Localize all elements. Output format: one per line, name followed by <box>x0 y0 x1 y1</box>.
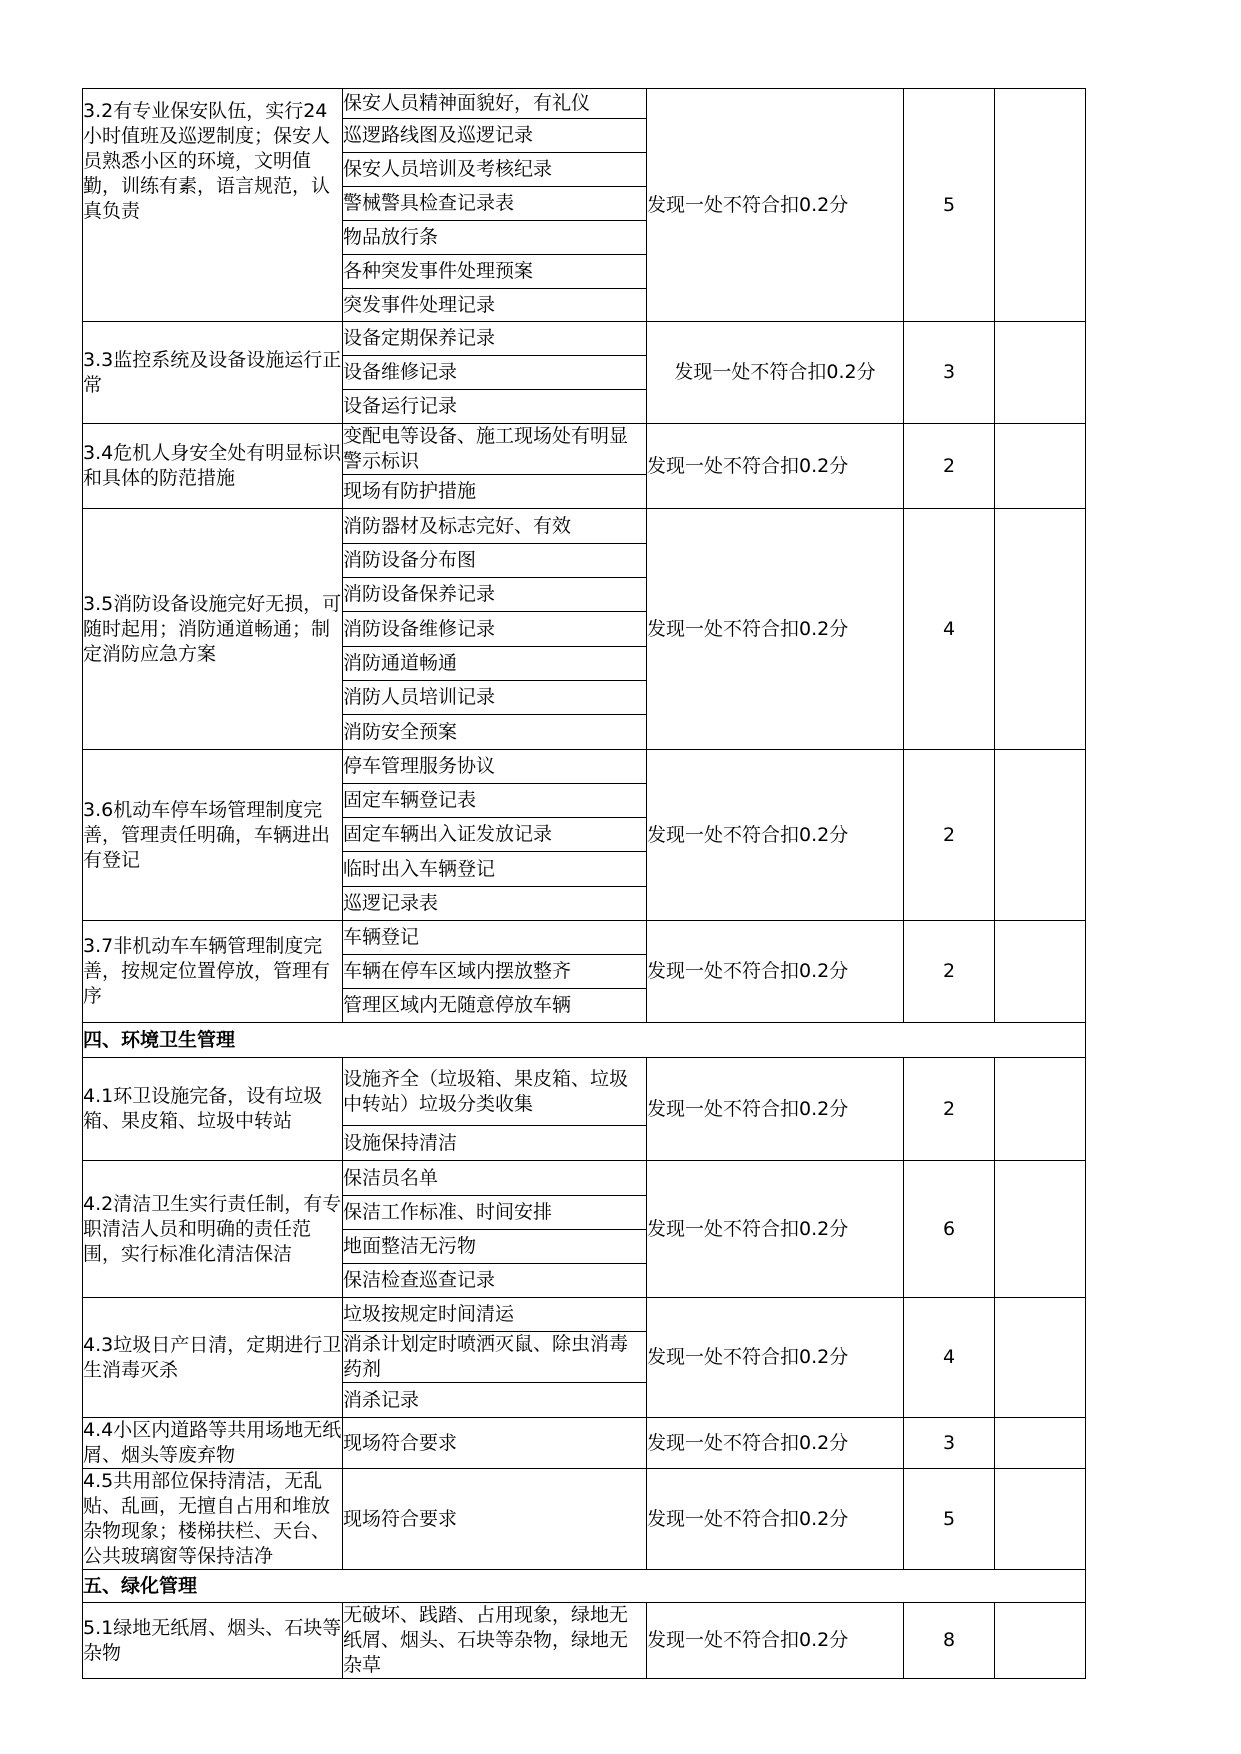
standard-score: 2 <box>904 750 995 921</box>
table-row <box>83 921 1086 955</box>
table-row <box>83 509 1086 544</box>
standard-item: 4.2清洁卫生实行责任制，有专职清洁人员和明确的责任范围，实行标准化清洁保洁 <box>83 1161 343 1298</box>
section-row <box>83 1570 1086 1603</box>
standard-item: 5.1绿地无纸屑、烟头、石块等杂物 <box>83 1603 343 1679</box>
evidence-item: 车辆在停车区域内摆放整齐 <box>343 955 647 989</box>
table-row <box>83 1418 1086 1469</box>
evidence-item: 保安人员精神面貌好，有礼仪 <box>343 89 647 119</box>
evidence-item: 现场有防护措施 <box>343 475 647 509</box>
evidence-item: 无破坏、践踏、占用现象，绿地无纸屑、烟头、石块等杂物，绿地无杂草 <box>343 1603 647 1679</box>
evidence-item: 巡逻记录表 <box>343 887 647 921</box>
actual-score-cell[interactable] <box>995 750 1086 921</box>
evidence-item: 地面整洁无污物 <box>343 1230 647 1264</box>
evidence-item: 车辆登记 <box>343 921 647 955</box>
evidence-item: 警械警具检查记录表 <box>343 187 647 221</box>
evidence-item: 固定车辆出入证发放记录 <box>343 818 647 852</box>
scoring-method: 发现一处不符合扣0.2分 <box>647 1298 904 1418</box>
actual-score-cell[interactable] <box>995 509 1086 750</box>
standard-score: 5 <box>904 89 995 322</box>
table-row <box>83 89 1086 119</box>
scoring-method: 发现一处不符合扣0.2分 <box>647 1161 904 1298</box>
standard-score: 5 <box>904 1469 995 1570</box>
actual-score-cell[interactable] <box>995 424 1086 509</box>
scoring-method: 发现一处不符合扣0.2分 <box>647 1418 904 1469</box>
standard-item: 4.1环卫设施完备，设有垃圾箱、果皮箱、垃圾中转站 <box>83 1058 343 1161</box>
standard-score: 3 <box>904 322 995 424</box>
standard-item: 4.5共用部位保持清洁，无乱贴、乱画，无擅自占用和堆放杂物现象；楼梯扶栏、天台、公共玻璃窗等保持洁净 <box>83 1469 343 1570</box>
table-row <box>83 1298 1086 1332</box>
section-row <box>83 1023 1086 1058</box>
evidence-item: 现场符合要求 <box>343 1418 647 1469</box>
table-row <box>83 322 1086 356</box>
scoring-method: 发现一处不符合扣0.2分 <box>647 750 904 921</box>
evidence-item: 各种突发事件处理预案 <box>343 255 647 289</box>
evidence-item: 消杀记录 <box>343 1383 647 1418</box>
section-heading: 五、绿化管理 <box>83 1570 1086 1603</box>
table-body <box>83 89 1086 1679</box>
scoring-method: 发现一处不符合扣0.2分 <box>647 921 904 1023</box>
evidence-item: 消防设备维修记录 <box>343 612 647 647</box>
scoring-method: 发现一处不符合扣0.2分 <box>647 322 904 424</box>
evidence-item: 设备定期保养记录 <box>343 322 647 356</box>
standards-table <box>82 88 1086 1679</box>
evidence-item: 消防设备分布图 <box>343 544 647 578</box>
standard-score: 2 <box>904 921 995 1023</box>
actual-score-cell[interactable] <box>995 1603 1086 1679</box>
standard-score: 4 <box>904 509 995 750</box>
evidence-item: 消防器材及标志完好、有效 <box>343 509 647 544</box>
standard-item: 3.7非机动车车辆管理制度完善，按规定位置停放，管理有序 <box>83 921 343 1023</box>
standard-score: 2 <box>904 1058 995 1161</box>
standard-score: 2 <box>904 424 995 509</box>
standard-item: 3.2有专业保安队伍，实行24小时值班及巡逻制度；保安人员熟悉小区的环境，文明值勤，训练有素，语言规范，认真负责 <box>83 89 343 322</box>
evidence-item: 设施齐全（垃圾箱、果皮箱、垃圾中转站）垃圾分类收集 <box>343 1058 647 1126</box>
evidence-item: 消防通道畅通 <box>343 647 647 681</box>
actual-score-cell[interactable] <box>995 322 1086 424</box>
table-row <box>83 424 1086 475</box>
evidence-item: 变配电等设备、施工现场处有明显警示标识 <box>343 424 647 475</box>
actual-score-cell[interactable] <box>995 1469 1086 1570</box>
evidence-item: 突发事件处理记录 <box>343 289 647 322</box>
scoring-method: 发现一处不符合扣0.2分 <box>647 1469 904 1570</box>
actual-score-cell[interactable] <box>995 89 1086 322</box>
scoring-method: 发现一处不符合扣0.2分 <box>647 1058 904 1161</box>
standard-score: 3 <box>904 1418 995 1469</box>
evidence-item: 巡逻路线图及巡逻记录 <box>343 119 647 153</box>
evidence-item: 设备维修记录 <box>343 356 647 390</box>
evidence-item: 设施保持清洁 <box>343 1126 647 1161</box>
standard-item: 3.3监控系统及设备设施运行正常 <box>83 322 343 424</box>
evidence-item: 固定车辆登记表 <box>343 784 647 818</box>
standard-score: 4 <box>904 1298 995 1418</box>
evidence-item: 设备运行记录 <box>343 390 647 424</box>
evidence-item: 停车管理服务协议 <box>343 750 647 784</box>
standard-score: 8 <box>904 1603 995 1679</box>
standard-score: 6 <box>904 1161 995 1298</box>
evidence-item: 消防安全预案 <box>343 715 647 750</box>
standard-item: 3.6机动车停车场管理制度完善，管理责任明确，车辆进出有登记 <box>83 750 343 921</box>
evidence-item: 保洁工作标准、时间安排 <box>343 1196 647 1230</box>
scoring-method: 发现一处不符合扣0.2分 <box>647 89 904 322</box>
table-row <box>83 1469 1086 1570</box>
table-row <box>83 1161 1086 1196</box>
scoring-method: 发现一处不符合扣0.2分 <box>647 509 904 750</box>
standard-item: 4.4小区内道路等共用场地无纸屑、烟头等废弃物 <box>83 1418 343 1469</box>
evidence-item: 保洁检查巡查记录 <box>343 1264 647 1298</box>
scoring-method: 发现一处不符合扣0.2分 <box>647 424 904 509</box>
standard-item: 4.3垃圾日产日清，定期进行卫生消毒灭杀 <box>83 1298 343 1418</box>
actual-score-cell[interactable] <box>995 1161 1086 1298</box>
table-row <box>83 750 1086 784</box>
actual-score-cell[interactable] <box>995 1298 1086 1418</box>
table-row <box>83 1058 1086 1126</box>
evidence-item: 保安人员培训及考核纪录 <box>343 153 647 187</box>
evidence-item: 临时出入车辆登记 <box>343 852 647 887</box>
evidence-item: 现场符合要求 <box>343 1469 647 1570</box>
scoring-method: 发现一处不符合扣0.2分 <box>647 1603 904 1679</box>
evidence-item: 消杀计划定时喷洒灭鼠、除虫消毒药剂 <box>343 1332 647 1383</box>
section-heading: 四、环境卫生管理 <box>83 1023 1086 1058</box>
evidence-item: 保洁员名单 <box>343 1161 647 1196</box>
standard-item: 3.4危机人身安全处有明显标识和具体的防范措施 <box>83 424 343 509</box>
evidence-item: 垃圾按规定时间清运 <box>343 1298 647 1332</box>
actual-score-cell[interactable] <box>995 1058 1086 1161</box>
actual-score-cell[interactable] <box>995 921 1086 1023</box>
evidence-item: 消防设备保养记录 <box>343 578 647 612</box>
actual-score-cell[interactable] <box>995 1418 1086 1469</box>
standard-item: 3.5消防设备设施完好无损，可随时起用；消防通道畅通；制定消防应急方案 <box>83 509 343 750</box>
table-row <box>83 1603 1086 1679</box>
evidence-item: 物品放行条 <box>343 221 647 255</box>
evidence-item: 管理区域内无随意停放车辆 <box>343 989 647 1023</box>
evidence-item: 消防人员培训记录 <box>343 681 647 715</box>
